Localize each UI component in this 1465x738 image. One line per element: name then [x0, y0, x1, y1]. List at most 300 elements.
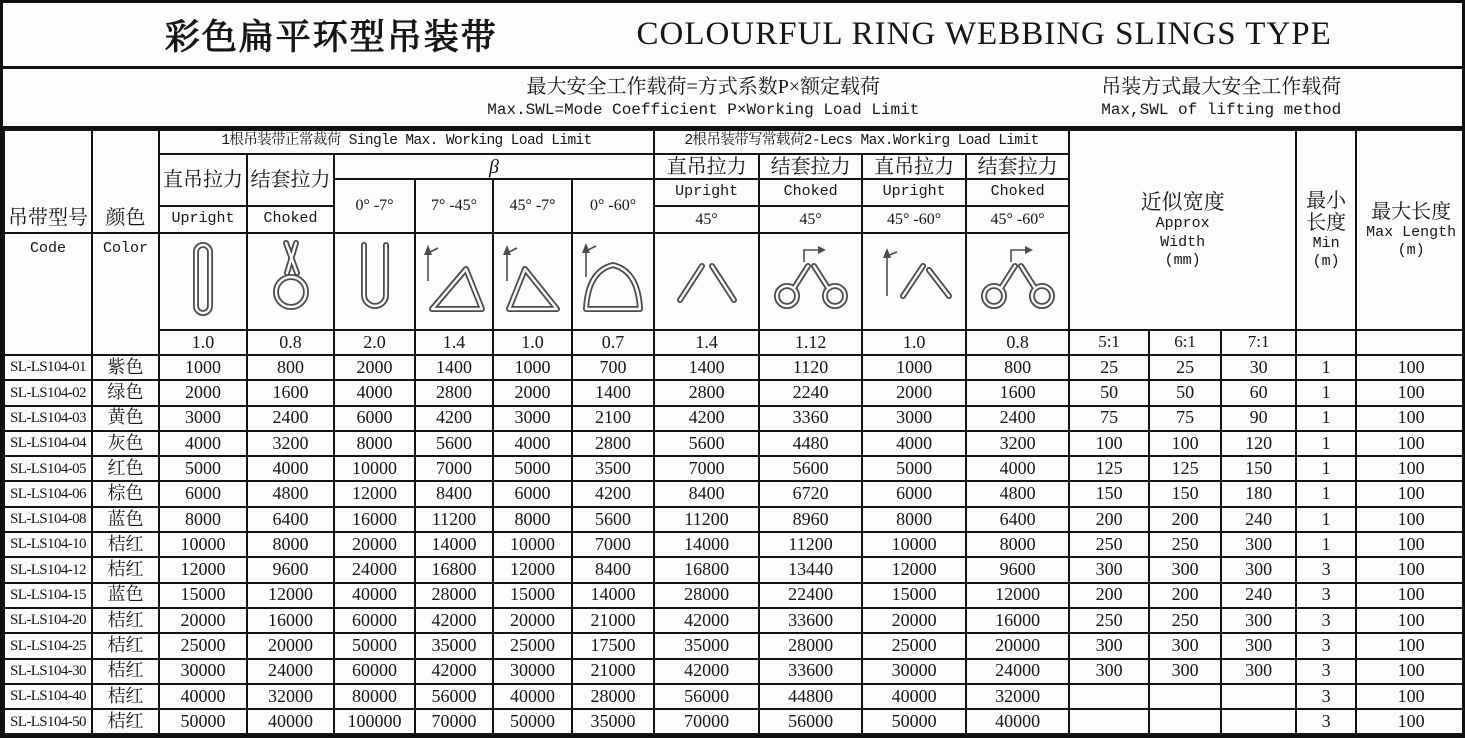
cell-d-choked45: 1120 [759, 355, 862, 380]
color-cell: 紫色 [92, 355, 159, 380]
cell-45-7: 15000 [493, 583, 572, 608]
cell-min-length: 1 [1296, 456, 1356, 481]
color-cell: 灰色 [92, 431, 159, 456]
cell-d-upright60: 3000 [862, 406, 966, 431]
code-cell: SL-LS104-25 [4, 633, 92, 658]
cell-0-60: 1400 [572, 380, 654, 405]
cell-min-length: 1 [1296, 406, 1356, 431]
cell-d-upright60: 8000 [862, 507, 966, 532]
cell-max-length: 100 [1356, 684, 1465, 709]
cell-choked: 40000 [247, 709, 334, 734]
table-row [4, 659, 1465, 684]
cell-d-upright60: 5000 [862, 456, 966, 481]
header-min-length [1296, 130, 1356, 330]
cell-width-5-1: 250 [1069, 608, 1149, 633]
page-title-zh: 彩色扁平环型吊装带 [164, 17, 498, 58]
header-upright-en: Upright [159, 206, 247, 233]
cell-d-choked60: 3200 [966, 431, 1069, 456]
cell-45-7: 4000 [493, 431, 572, 456]
max-length-unit: (m) [1397, 241, 1425, 259]
header-d-choked45-en: Choked [759, 179, 862, 206]
cell-d-choked60: 4800 [966, 481, 1069, 506]
color-cell: 黄色 [92, 406, 159, 431]
cell-0-7: 20000 [334, 532, 415, 557]
code-cell: SL-LS104-30 [4, 659, 92, 684]
cell-d-upright60: 1000 [862, 355, 966, 380]
table-row [4, 507, 1465, 532]
cell-width-6-1: 150 [1149, 481, 1221, 506]
title-band [3, 3, 1462, 69]
cell-width-7-1: 240 [1221, 507, 1296, 532]
cell-0-7: 24000 [334, 557, 415, 582]
cell-d-choked45: 44800 [759, 684, 862, 709]
cell-upright: 5000 [159, 456, 247, 481]
lifting-method-zh: 吊装方式最大安全工作载荷 [1101, 75, 1342, 98]
two-leg-hitch-icon [662, 244, 752, 314]
cell-width-7-1 [1221, 684, 1296, 709]
empty-cell [1356, 330, 1465, 355]
cell-d-upright45: 14000 [654, 532, 759, 557]
cell-width-6-1: 200 [1149, 583, 1221, 608]
cell-width-5-1: 300 [1069, 557, 1149, 582]
cell-choked: 32000 [247, 684, 334, 709]
cell-choked: 3200 [247, 431, 334, 456]
cell-d-upright45: 8400 [654, 481, 759, 506]
code-cell: SL-LS104-50 [4, 709, 92, 734]
code-cell: SL-LS104-04 [4, 431, 92, 456]
header-d-choked60-en: Choked [966, 179, 1069, 206]
cell-max-length: 100 [1356, 406, 1465, 431]
cell-width-6-1: 100 [1149, 431, 1221, 456]
cell-0-60: 28000 [572, 684, 654, 709]
cell-max-length: 100 [1356, 583, 1465, 608]
cell-min-length: 3 [1296, 633, 1356, 658]
cell-0-60: 2100 [572, 406, 654, 431]
cell-width-5-1: 100 [1069, 431, 1149, 456]
cell-7-45: 11200 [415, 507, 493, 532]
cell-max-length: 100 [1356, 633, 1465, 658]
swl-formula-en: Max.SWL=Mode Coefficient P×Working Load Limit [487, 100, 920, 119]
header-d-upright60-en: Upright [862, 179, 966, 206]
icon-cell [159, 233, 247, 330]
cell-d-upright60: 20000 [862, 608, 966, 633]
icon-cell [493, 233, 572, 330]
coef-45-7: 1.0 [493, 330, 572, 355]
cell-d-choked45: 3360 [759, 406, 862, 431]
coef-0-60: 0.7 [572, 330, 654, 355]
cell-width-7-1: 180 [1221, 481, 1296, 506]
cell-45-7: 50000 [493, 709, 572, 734]
cell-45-7: 20000 [493, 608, 572, 633]
coef-choked: 0.8 [247, 330, 334, 355]
cell-choked: 6400 [247, 507, 334, 532]
icon-cell [334, 233, 415, 330]
cell-min-length: 1 [1296, 507, 1356, 532]
code-cell: SL-LS104-03 [4, 406, 92, 431]
cell-45-7: 30000 [493, 659, 572, 684]
icon-cell [654, 233, 759, 330]
cell-choked: 4000 [247, 456, 334, 481]
cell-d-choked45: 6720 [759, 481, 862, 506]
coef-d-choked60: 0.8 [966, 330, 1069, 355]
cell-0-60: 17500 [572, 633, 654, 658]
min-length-en: Min [1312, 235, 1340, 252]
cell-width-7-1: 150 [1221, 456, 1296, 481]
cell-width-6-1 [1149, 709, 1221, 734]
color-cell: 桔红 [92, 633, 159, 658]
header-angle-0-60: 0° -60° [572, 179, 654, 233]
cell-upright: 25000 [159, 633, 247, 658]
cell-width-5-1: 25 [1069, 355, 1149, 380]
cell-max-length: 100 [1356, 659, 1465, 684]
cell-0-7: 2000 [334, 355, 415, 380]
icon-cell [415, 233, 493, 330]
code-cell: SL-LS104-10 [4, 532, 92, 557]
header-max-length [1356, 130, 1465, 330]
header-code-en: Code [4, 233, 92, 355]
cell-d-choked45: 5600 [759, 456, 862, 481]
cell-0-7: 60000 [334, 659, 415, 684]
cell-7-45: 35000 [415, 633, 493, 658]
cell-7-45: 42000 [415, 608, 493, 633]
cell-upright: 30000 [159, 659, 247, 684]
cell-d-upright45: 28000 [654, 583, 759, 608]
cell-0-7: 8000 [334, 431, 415, 456]
color-cell: 红色 [92, 456, 159, 481]
cell-d-choked60: 2400 [966, 406, 1069, 431]
ratio-5-1: 5:1 [1069, 330, 1149, 355]
cell-max-length: 100 [1356, 431, 1465, 456]
cell-7-45: 4200 [415, 406, 493, 431]
cell-d-upright60: 30000 [862, 659, 966, 684]
cell-d-choked60: 24000 [966, 659, 1069, 684]
swl-formula [426, 75, 980, 121]
cell-d-choked45: 33600 [759, 659, 862, 684]
two-leg-choked-hitch-icon [766, 244, 856, 314]
header-color-en: Color [92, 233, 159, 355]
cell-width-6-1 [1149, 684, 1221, 709]
header-upright-zh: 直吊拉力 [159, 154, 247, 206]
cell-0-7: 4000 [334, 380, 415, 405]
cell-width-5-1: 200 [1069, 507, 1149, 532]
basket-triangle-hitch-icon [416, 237, 492, 321]
cell-choked: 24000 [247, 659, 334, 684]
cell-0-60: 2800 [572, 431, 654, 456]
cell-d-upright60: 4000 [862, 431, 966, 456]
code-cell: SL-LS104-40 [4, 684, 92, 709]
cell-d-choked45: 13440 [759, 557, 862, 582]
cell-max-length: 100 [1356, 456, 1465, 481]
cell-width-7-1 [1221, 709, 1296, 734]
cell-0-60: 21000 [572, 659, 654, 684]
cell-7-45: 70000 [415, 709, 493, 734]
cell-max-length: 100 [1356, 355, 1465, 380]
cell-width-7-1: 300 [1221, 659, 1296, 684]
cell-d-choked45: 11200 [759, 532, 862, 557]
table-row [4, 431, 1465, 456]
color-cell: 桔红 [92, 532, 159, 557]
header-d-upright45-zh: 直吊拉力 [654, 154, 759, 179]
cell-min-length: 3 [1296, 608, 1356, 633]
choked-hitch-icon [256, 237, 326, 321]
header-d-angle-45b: 45° [759, 206, 862, 233]
color-cell: 桔红 [92, 608, 159, 633]
basket-triangle2-hitch-icon [495, 237, 571, 321]
color-cell: 蓝色 [92, 507, 159, 532]
cell-d-choked45: 2240 [759, 380, 862, 405]
cell-7-45: 1400 [415, 355, 493, 380]
cell-7-45: 14000 [415, 532, 493, 557]
coef-d-upright60: 1.0 [862, 330, 966, 355]
cell-max-length: 100 [1356, 481, 1465, 506]
code-cell: SL-LS104-01 [4, 355, 92, 380]
header-beta: β [334, 154, 654, 179]
header-d-angle-4560b: 45° -60° [966, 206, 1069, 233]
cell-0-60: 5600 [572, 507, 654, 532]
cell-7-45: 42000 [415, 659, 493, 684]
cell-7-45: 7000 [415, 456, 493, 481]
cell-0-7: 16000 [334, 507, 415, 532]
approx-width-unit: (mm) [1164, 251, 1201, 269]
table-row [4, 355, 1465, 380]
code-cell: SL-LS104-06 [4, 481, 92, 506]
cell-d-upright45: 5600 [654, 431, 759, 456]
swl-formula-zh: 最大安全工作载荷=方式系数P×额定载荷 [526, 75, 881, 98]
min-length-unit: (m) [1312, 252, 1340, 270]
cell-d-upright45: 11200 [654, 507, 759, 532]
cell-45-7: 8000 [493, 507, 572, 532]
cell-0-60: 7000 [572, 532, 654, 557]
cell-min-length: 3 [1296, 709, 1356, 734]
sling-spec-table [3, 129, 1465, 735]
cell-width-6-1: 200 [1149, 507, 1221, 532]
cell-d-choked60: 9600 [966, 557, 1069, 582]
cell-choked: 8000 [247, 532, 334, 557]
header-angle-45-7: 45° -7° [493, 179, 572, 233]
cell-7-45: 2800 [415, 380, 493, 405]
cell-min-length: 3 [1296, 583, 1356, 608]
cell-min-length: 1 [1296, 380, 1356, 405]
cell-d-upright45: 35000 [654, 633, 759, 658]
cell-min-length: 3 [1296, 659, 1356, 684]
header-color-zh: 颜色 [92, 130, 159, 233]
cell-choked: 9600 [247, 557, 334, 582]
cell-choked: 12000 [247, 583, 334, 608]
cell-choked: 1600 [247, 380, 334, 405]
min-length-zh1: 最小 [1306, 190, 1347, 212]
cell-d-choked45: 8960 [759, 507, 862, 532]
cell-d-upright45: 7000 [654, 456, 759, 481]
cell-0-60: 700 [572, 355, 654, 380]
cell-45-7: 2000 [493, 380, 572, 405]
icon-cell [862, 233, 966, 330]
cell-0-7: 6000 [334, 406, 415, 431]
cell-min-length: 1 [1296, 355, 1356, 380]
header-d-choked60-zh: 结套拉力 [966, 154, 1069, 179]
cell-upright: 50000 [159, 709, 247, 734]
cell-width-7-1: 300 [1221, 608, 1296, 633]
coef-upright: 1.0 [159, 330, 247, 355]
header-choked-zh: 结套拉力 [247, 154, 334, 206]
lifting-method-note [981, 75, 1462, 121]
header-d-upright45-en: Upright [654, 179, 759, 206]
header-approx-width [1069, 130, 1296, 330]
header-angle-7-45: 7° -45° [415, 179, 493, 233]
formula-band [3, 69, 1462, 129]
cell-d-choked60: 6400 [966, 507, 1069, 532]
cell-upright: 1000 [159, 355, 247, 380]
cell-width-7-1: 300 [1221, 532, 1296, 557]
cell-0-7: 12000 [334, 481, 415, 506]
cell-0-60: 21000 [572, 608, 654, 633]
cell-d-choked60: 16000 [966, 608, 1069, 633]
header-d-angle-4560a: 45° -60° [862, 206, 966, 233]
cell-d-choked45: 56000 [759, 709, 862, 734]
cell-45-7: 25000 [493, 633, 572, 658]
cell-width-6-1: 300 [1149, 633, 1221, 658]
cell-d-upright45: 70000 [654, 709, 759, 734]
cell-45-7: 10000 [493, 532, 572, 557]
cell-upright: 4000 [159, 431, 247, 456]
cell-width-6-1: 25 [1149, 355, 1221, 380]
cell-width-5-1: 50 [1069, 380, 1149, 405]
cell-d-upright45: 56000 [654, 684, 759, 709]
cell-upright: 2000 [159, 380, 247, 405]
cell-width-6-1: 250 [1149, 532, 1221, 557]
cell-d-upright60: 15000 [862, 583, 966, 608]
header-single-group: 1根吊装带正常裁荷 Single Max. Working Load Limit [159, 130, 654, 154]
cell-d-choked60: 4000 [966, 456, 1069, 481]
cell-width-6-1: 75 [1149, 406, 1221, 431]
table-row [4, 608, 1465, 633]
cell-d-upright45: 4200 [654, 406, 759, 431]
cell-choked: 20000 [247, 633, 334, 658]
cell-upright: 12000 [159, 557, 247, 582]
approx-width-en2: Width [1160, 234, 1206, 252]
cell-d-choked60: 1600 [966, 380, 1069, 405]
cell-0-7: 80000 [334, 684, 415, 709]
code-cell: SL-LS104-12 [4, 557, 92, 582]
icon-cell [966, 233, 1069, 330]
cell-max-length: 100 [1356, 507, 1465, 532]
cell-width-7-1: 60 [1221, 380, 1296, 405]
vertical-hitch-icon [168, 237, 238, 321]
cell-width-5-1: 125 [1069, 456, 1149, 481]
cell-width-7-1: 300 [1221, 633, 1296, 658]
header-d-upright60-zh: 直吊拉力 [862, 154, 966, 179]
cell-min-length: 1 [1296, 481, 1356, 506]
table-row [4, 583, 1465, 608]
cell-d-upright45: 2800 [654, 380, 759, 405]
code-cell: SL-LS104-15 [4, 583, 92, 608]
code-cell: SL-LS104-02 [4, 380, 92, 405]
icon-cell [247, 233, 334, 330]
header-double-group: 2根吊装带写常载荷2-Lecs Max.Workirg Load Limit [654, 130, 1069, 154]
icon-cell [759, 233, 862, 330]
table-row [4, 406, 1465, 431]
approx-width-en1: Approx [1155, 214, 1210, 232]
cell-upright: 3000 [159, 406, 247, 431]
table-row [4, 709, 1465, 734]
table-body [4, 355, 1465, 734]
cell-max-length: 100 [1356, 532, 1465, 557]
cell-width-5-1: 300 [1069, 633, 1149, 658]
header-choked-en: Choked [247, 206, 334, 233]
cell-min-length: 1 [1296, 431, 1356, 456]
table-row [4, 481, 1465, 506]
cell-0-7: 10000 [334, 456, 415, 481]
cell-0-60: 35000 [572, 709, 654, 734]
cell-d-upright45: 42000 [654, 608, 759, 633]
color-cell: 绿色 [92, 380, 159, 405]
cell-7-45: 28000 [415, 583, 493, 608]
cell-7-45: 8400 [415, 481, 493, 506]
cell-0-7: 40000 [334, 583, 415, 608]
cell-width-7-1: 120 [1221, 431, 1296, 456]
cell-max-length: 100 [1356, 709, 1465, 734]
cell-d-choked60: 800 [966, 355, 1069, 380]
cell-45-7: 12000 [493, 557, 572, 582]
max-length-zh: 最大长度 [1371, 201, 1452, 223]
cell-0-7: 100000 [334, 709, 415, 734]
basket-hitch-icon [340, 237, 410, 321]
max-length-en: Max Length [1366, 224, 1457, 241]
cell-width-5-1 [1069, 709, 1149, 734]
basket-round-hitch-icon [574, 237, 652, 321]
table-head [4, 130, 1465, 355]
min-length-zh2: 长度 [1306, 212, 1347, 234]
cell-width-7-1: 240 [1221, 583, 1296, 608]
ratio-7-1: 7:1 [1221, 330, 1296, 355]
cell-d-upright45: 16800 [654, 557, 759, 582]
cell-d-upright60: 40000 [862, 684, 966, 709]
cell-0-60: 4200 [572, 481, 654, 506]
color-cell: 桔红 [92, 557, 159, 582]
page-title-en: COLOURFUL RING WEBBING SLINGS TYPE [636, 16, 1332, 52]
code-cell: SL-LS104-08 [4, 507, 92, 532]
header-d-choked45-zh: 结套拉力 [759, 154, 862, 179]
cell-0-60: 3500 [572, 456, 654, 481]
cell-min-length: 3 [1296, 684, 1356, 709]
color-cell: 棕色 [92, 481, 159, 506]
table-row [4, 456, 1465, 481]
cell-width-7-1: 30 [1221, 355, 1296, 380]
table-row [4, 633, 1465, 658]
cell-upright: 6000 [159, 481, 247, 506]
cell-width-5-1 [1069, 684, 1149, 709]
cell-width-5-1: 200 [1069, 583, 1149, 608]
cell-45-7: 6000 [493, 481, 572, 506]
cell-width-5-1: 150 [1069, 481, 1149, 506]
cell-45-7: 5000 [493, 456, 572, 481]
coef-0-7: 2.0 [334, 330, 415, 355]
cell-d-upright60: 2000 [862, 380, 966, 405]
color-cell: 桔红 [92, 684, 159, 709]
two-leg-choked-angle-hitch-icon [973, 244, 1063, 314]
ratio-6-1: 6:1 [1149, 330, 1221, 355]
cell-width-7-1: 300 [1221, 557, 1296, 582]
cell-width-6-1: 300 [1149, 659, 1221, 684]
cell-max-length: 100 [1356, 380, 1465, 405]
cell-d-upright60: 12000 [862, 557, 966, 582]
cell-upright: 8000 [159, 507, 247, 532]
cell-upright: 40000 [159, 684, 247, 709]
cell-width-6-1: 300 [1149, 557, 1221, 582]
cell-d-upright60: 50000 [862, 709, 966, 734]
approx-width-zh: 近似宽度 [1140, 189, 1225, 214]
cell-min-length: 1 [1296, 532, 1356, 557]
cell-45-7: 40000 [493, 684, 572, 709]
